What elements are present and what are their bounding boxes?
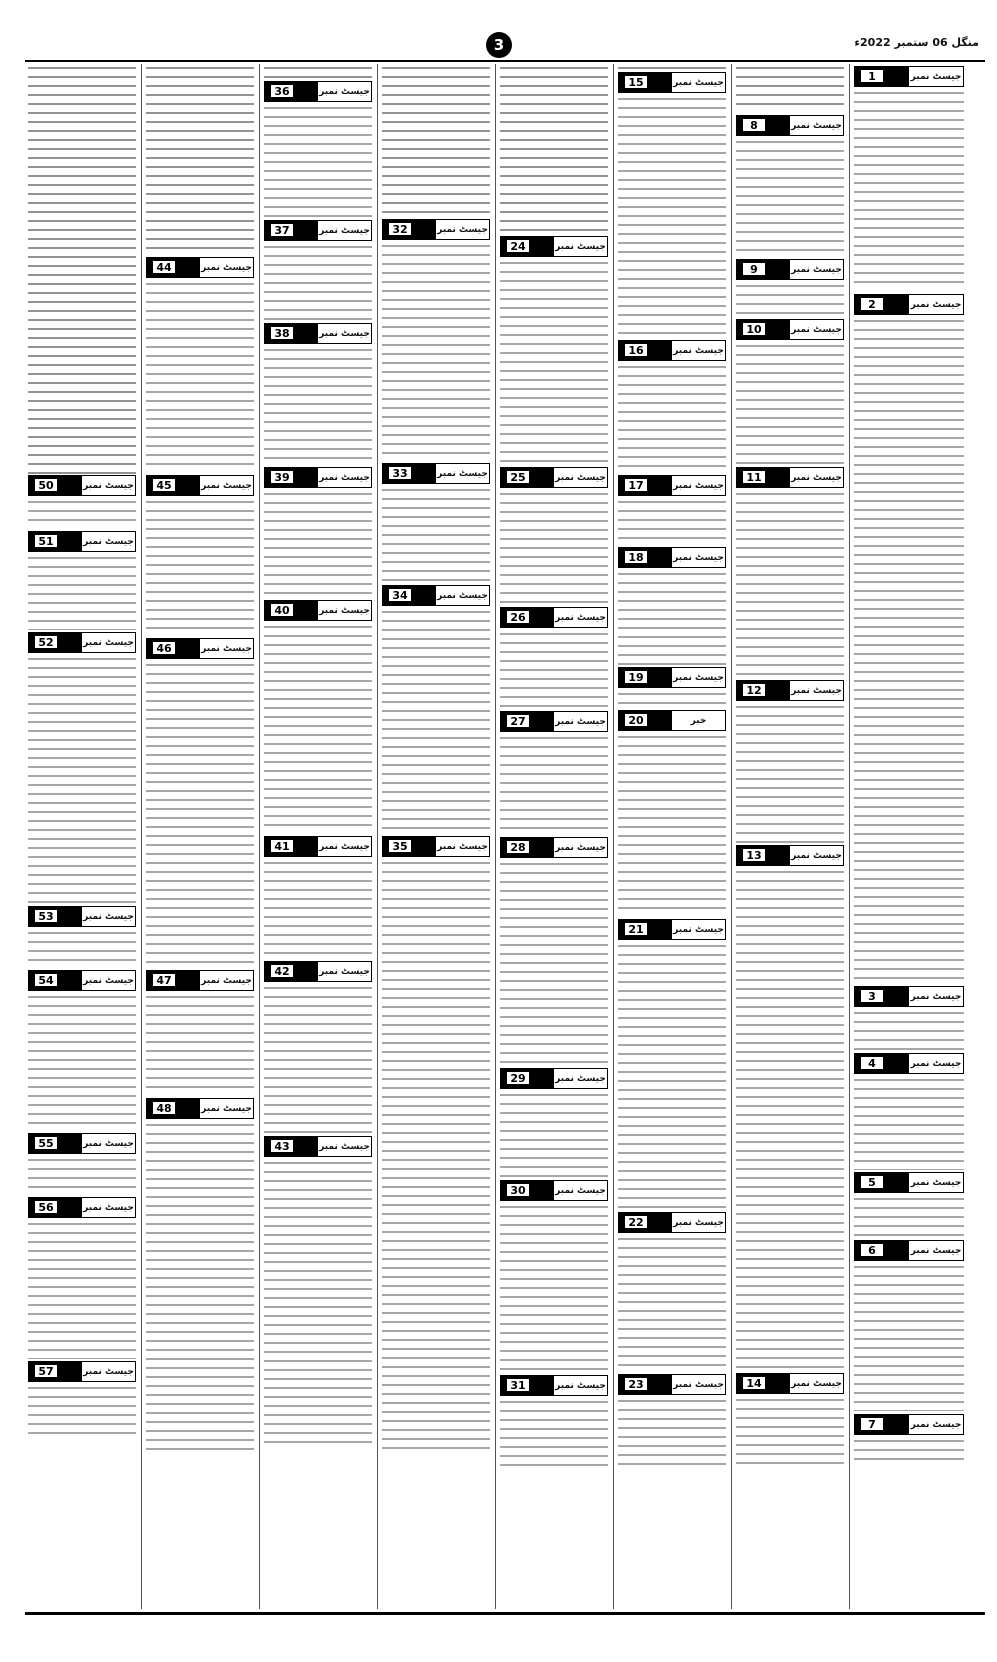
item-45: 45 جیسٹ نمبر xyxy=(146,475,254,499)
item-40: 40 جیسٹ نمبر xyxy=(264,600,372,624)
item-54: 54 جیسٹ نمبر xyxy=(28,970,136,994)
item-39: 39 جیسٹ نمبر xyxy=(264,467,372,491)
footer-rule xyxy=(25,1612,985,1615)
column-8 xyxy=(25,64,139,1609)
item-47: 47 جیسٹ نمبر xyxy=(146,970,254,994)
item-12: 12 جیسٹ نمبر xyxy=(736,680,844,704)
item-15: 15 جیسٹ نمبر xyxy=(618,72,726,96)
item-28: 28 جیسٹ نمبر xyxy=(500,837,608,861)
item-17: 17 جیسٹ نمبر xyxy=(618,475,726,499)
item-23: 23 جیسٹ نمبر xyxy=(618,1374,726,1398)
item-20: 20 خبر xyxy=(618,710,726,734)
item-57: 57 جیسٹ نمبر xyxy=(28,1361,136,1385)
item-21: 21 جیسٹ نمبر xyxy=(618,919,726,943)
column-7 xyxy=(143,64,257,1609)
header-rule xyxy=(25,60,985,62)
item-42: 42 جیسٹ نمبر xyxy=(264,961,372,985)
item-1: 1 جیسٹ نمبر xyxy=(854,66,964,90)
item-30: 30 جیسٹ نمبر xyxy=(500,1180,608,1204)
item-50: 50 جیسٹ نمبر xyxy=(28,475,136,499)
item-52: 52 جیسٹ نمبر xyxy=(28,632,136,656)
item-3: 3 جیسٹ نمبر xyxy=(854,986,964,1010)
item-22: 22 جیسٹ نمبر xyxy=(618,1212,726,1236)
item-16: 16 جیسٹ نمبر xyxy=(618,340,726,364)
item-51: 51 جیسٹ نمبر xyxy=(28,531,136,555)
item-37: 37 جیسٹ نمبر xyxy=(264,220,372,244)
item-48: 48 جیسٹ نمبر xyxy=(146,1098,254,1122)
page-date: منگل 06 ستمبر 2022ء xyxy=(854,36,979,49)
item-41: 41 جیسٹ نمبر xyxy=(264,836,372,860)
item-35: 35 جیسٹ نمبر xyxy=(382,836,490,860)
item-8: 8 جیسٹ نمبر xyxy=(736,115,844,139)
item-18: 18 جیسٹ نمبر xyxy=(618,547,726,571)
item-33: 33 جیسٹ نمبر xyxy=(382,463,490,487)
item-9: 9 جیسٹ نمبر xyxy=(736,259,844,283)
item-2: 2 جیسٹ نمبر xyxy=(854,294,964,318)
column-1 xyxy=(851,64,967,1609)
item-36: 36 جیسٹ نمبر xyxy=(264,81,372,105)
item-14: 14 جیسٹ نمبر xyxy=(736,1373,844,1397)
column-2 xyxy=(733,64,847,1609)
item-38: 38 جیسٹ نمبر xyxy=(264,323,372,347)
item-26: 26 جیسٹ نمبر xyxy=(500,607,608,631)
item-10: 10 جیسٹ نمبر xyxy=(736,319,844,343)
item-6: 6 جیسٹ نمبر xyxy=(854,1240,964,1264)
column-5 xyxy=(379,64,493,1609)
item-11: 11 جیسٹ نمبر xyxy=(736,467,844,491)
item-27: 27 جیسٹ نمبر xyxy=(500,711,608,735)
article-text xyxy=(28,64,136,474)
item-5: 5 جیسٹ نمبر xyxy=(854,1172,964,1196)
page-header xyxy=(0,0,997,60)
item-44: 44 جیسٹ نمبر xyxy=(146,257,254,281)
item-43: 43 جیسٹ نمبر xyxy=(264,1136,372,1160)
column-3 xyxy=(615,64,729,1609)
item-34: 34 جیسٹ نمبر xyxy=(382,585,490,609)
item-7: 7 جیسٹ نمبر xyxy=(854,1414,964,1438)
item-29: 29 جیسٹ نمبر xyxy=(500,1068,608,1092)
page-number-badge: 3 xyxy=(486,32,512,58)
item-19: 19 جیسٹ نمبر xyxy=(618,667,726,691)
item-32: 32 جیسٹ نمبر xyxy=(382,219,490,243)
item-53: 53 جیسٹ نمبر xyxy=(28,906,136,930)
item-46: 46 جیسٹ نمبر xyxy=(146,638,254,662)
item-4: 4 جیسٹ نمبر xyxy=(854,1053,964,1077)
item-31: 31 جیسٹ نمبر xyxy=(500,1375,608,1399)
item-13: 13 جیسٹ نمبر xyxy=(736,845,844,869)
column-4 xyxy=(497,64,611,1609)
column-6 xyxy=(261,64,375,1609)
item-25: 25 جیسٹ نمبر xyxy=(500,467,608,491)
item-24: 24 جیسٹ نمبر xyxy=(500,236,608,260)
item-55: 55 جیسٹ نمبر xyxy=(28,1133,136,1157)
item-56: 56 جیسٹ نمبر xyxy=(28,1197,136,1221)
